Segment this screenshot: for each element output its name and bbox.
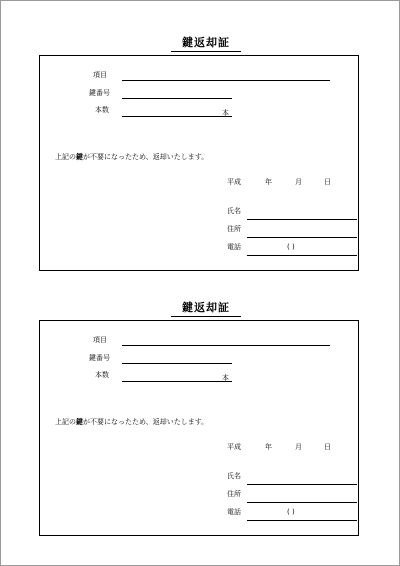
key-number-line	[122, 98, 232, 99]
address-label: 住所	[227, 490, 241, 498]
item-label: 項目	[93, 71, 107, 79]
return-statement	[55, 417, 208, 427]
item-label: 項目	[93, 336, 107, 344]
era-label: 平成	[227, 443, 241, 451]
return-slip-1	[1, 1, 399, 261]
count-label: 本数	[95, 106, 109, 114]
phone-line	[247, 255, 357, 256]
phone-label: 電話	[227, 508, 241, 516]
name-label: 氏名	[227, 472, 241, 480]
month-label: 月	[295, 178, 302, 186]
return-statement	[55, 152, 208, 162]
statement-key-word: 鍵	[76, 418, 83, 426]
address-line	[247, 502, 357, 503]
year-label: 年	[265, 178, 272, 186]
item-line	[122, 345, 330, 346]
key-number-label: 鍵番号	[89, 354, 110, 362]
count-line	[122, 116, 232, 117]
phone-parentheses: ( )	[287, 243, 295, 251]
month-label: 月	[295, 443, 302, 451]
slip-title: 鍵返却証	[171, 34, 241, 52]
slip-form-box	[39, 320, 359, 536]
address-line	[247, 237, 357, 238]
return-slip-2	[1, 266, 399, 526]
slip-form-box	[39, 55, 359, 271]
year-label: 年	[265, 443, 272, 451]
item-line	[122, 80, 330, 81]
statement-part-2: が不要になったため、返却いたします。	[83, 418, 209, 426]
slip-title: 鍵返却証	[171, 299, 241, 317]
phone-line	[247, 520, 357, 521]
name-line	[247, 484, 357, 485]
count-unit: 本	[222, 374, 229, 382]
key-number-label: 鍵番号	[89, 89, 110, 97]
count-label: 本数	[95, 371, 109, 379]
name-line	[247, 219, 357, 220]
statement-part-2: が不要になったため、返却いたします。	[83, 153, 209, 161]
statement-part-1: 上記の	[55, 153, 76, 161]
statement-key-word: 鍵	[76, 153, 83, 161]
count-unit: 本	[222, 109, 229, 117]
name-label: 氏名	[227, 207, 241, 215]
statement-part-1: 上記の	[55, 418, 76, 426]
phone-parentheses: ( )	[287, 508, 295, 516]
era-label: 平成	[227, 178, 241, 186]
day-label: 日	[324, 443, 331, 451]
day-label: 日	[324, 178, 331, 186]
address-label: 住所	[227, 225, 241, 233]
key-number-line	[122, 363, 232, 364]
phone-label: 電話	[227, 243, 241, 251]
count-line	[122, 381, 232, 382]
